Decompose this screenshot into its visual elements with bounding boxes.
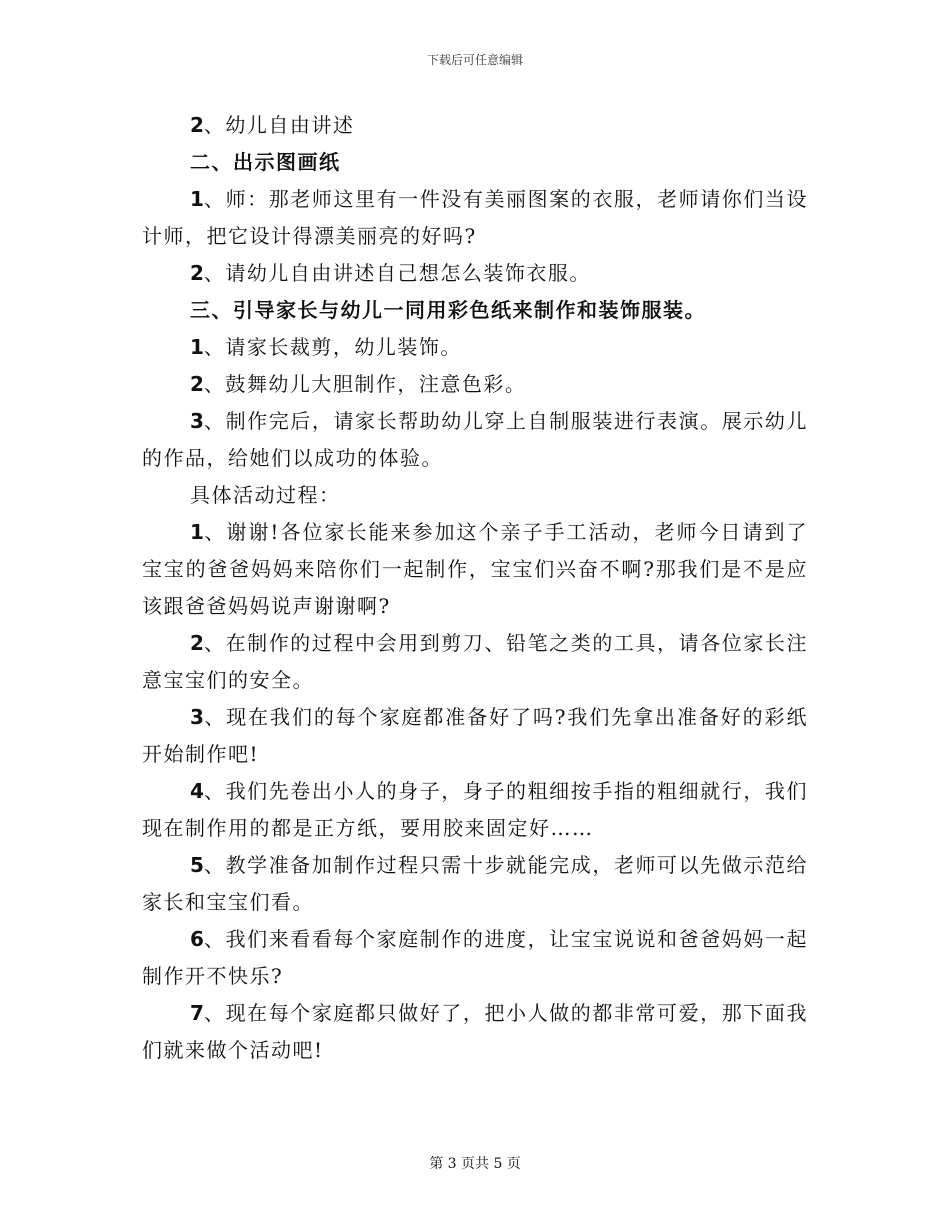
- paragraph-text: 、现在每个家庭都只做好了，把小人做的都非常可爱，那下面我们就来做个活动吧!: [142, 1001, 808, 1062]
- item-number: 7: [190, 1001, 204, 1025]
- paragraph-text: 、请幼儿自由讲述自己想怎么装饰衣服。: [203, 261, 591, 285]
- paragraph: [142, 514, 808, 625]
- item-number: 6: [190, 927, 204, 951]
- item-number: 2: [190, 261, 204, 285]
- paragraph: [142, 366, 808, 403]
- item-number: 1: [190, 520, 204, 544]
- paragraph: [142, 403, 808, 477]
- paragraph-text: 、幼儿自由讲述: [203, 113, 355, 137]
- item-number: 2: [190, 631, 204, 655]
- paragraph-text: 、现在我们的每个家庭都准备好了吗?我们先拿出准备好的彩纸开始制作吧!: [142, 705, 808, 766]
- paragraph: [142, 699, 808, 773]
- item-number: 1: [190, 187, 204, 211]
- heading-text: 三、引导家长与幼儿一同用彩色纸来制作和装饰服装。: [190, 298, 706, 322]
- item-number: 4: [190, 779, 204, 803]
- item-number: 3: [190, 705, 204, 729]
- paragraph-text: 、在制作的过程中会用到剪刀、铅笔之类的工具，请各位家长注意宝宝们的安全。: [142, 631, 808, 692]
- paragraph-text: 、我们来看看每个家庭制作的进度，让宝宝说说和爸爸妈妈一起制作开不快乐?: [142, 927, 808, 988]
- paragraph-text: 、教学准备加制作过程只需十步就能完成，老师可以先做示范给家长和宝宝们看。: [142, 853, 808, 914]
- page-header: 下载后可任意编辑: [426, 53, 523, 67]
- paragraph: [142, 773, 808, 847]
- paragraph: [142, 625, 808, 699]
- paragraph: [142, 477, 808, 514]
- item-number: 2: [190, 113, 204, 137]
- paragraph-text: 具体活动过程：: [190, 483, 341, 507]
- item-number: 1: [190, 335, 204, 359]
- item-number: 3: [190, 409, 204, 433]
- paragraph-text: 、谢谢!各位家长能来参加这个亲子手工活动，老师今日请到了宝宝的爸爸妈妈来陪你们一起制作，宝宝们兴奋不啊?那我们是不是应该跟爸爸妈妈说声谢谢啊?: [142, 520, 808, 618]
- paragraph: [142, 255, 808, 292]
- paragraph-text: 、请家长裁剪，幼儿装饰。: [203, 335, 462, 359]
- paragraph: [142, 847, 808, 921]
- item-number: 5: [190, 853, 204, 877]
- paragraph-text: 、我们先卷出小人的身子，身子的粗细按手指的粗细就行，我们现在制作用的都是正方纸，要用胶来固定好……: [142, 779, 808, 840]
- section-heading: [142, 144, 808, 181]
- section-heading: [142, 292, 808, 329]
- paragraph: [142, 995, 808, 1069]
- document-body: [142, 107, 808, 1069]
- paragraph-text: 、师：那老师这里有一件没有美丽图案的衣服，老师请你们当设计师，把它设计得漂美丽亮的好吗?: [142, 187, 808, 248]
- paragraph: [142, 921, 808, 995]
- paragraph-text: 、鼓舞幼儿大胆制作，注意色彩。: [203, 372, 527, 396]
- page-footer: 第 3 页共 5 页: [429, 1156, 521, 1172]
- paragraph: [142, 181, 808, 255]
- paragraph: [142, 329, 808, 366]
- paragraph-text: 、制作完后，请家长帮助幼儿穿上自制服装进行表演。展示幼儿的作品，给她们以成功的体验。: [142, 409, 808, 470]
- heading-text: 二、出示图画纸: [190, 150, 341, 174]
- item-number: 2: [190, 372, 204, 396]
- paragraph: [142, 107, 808, 144]
